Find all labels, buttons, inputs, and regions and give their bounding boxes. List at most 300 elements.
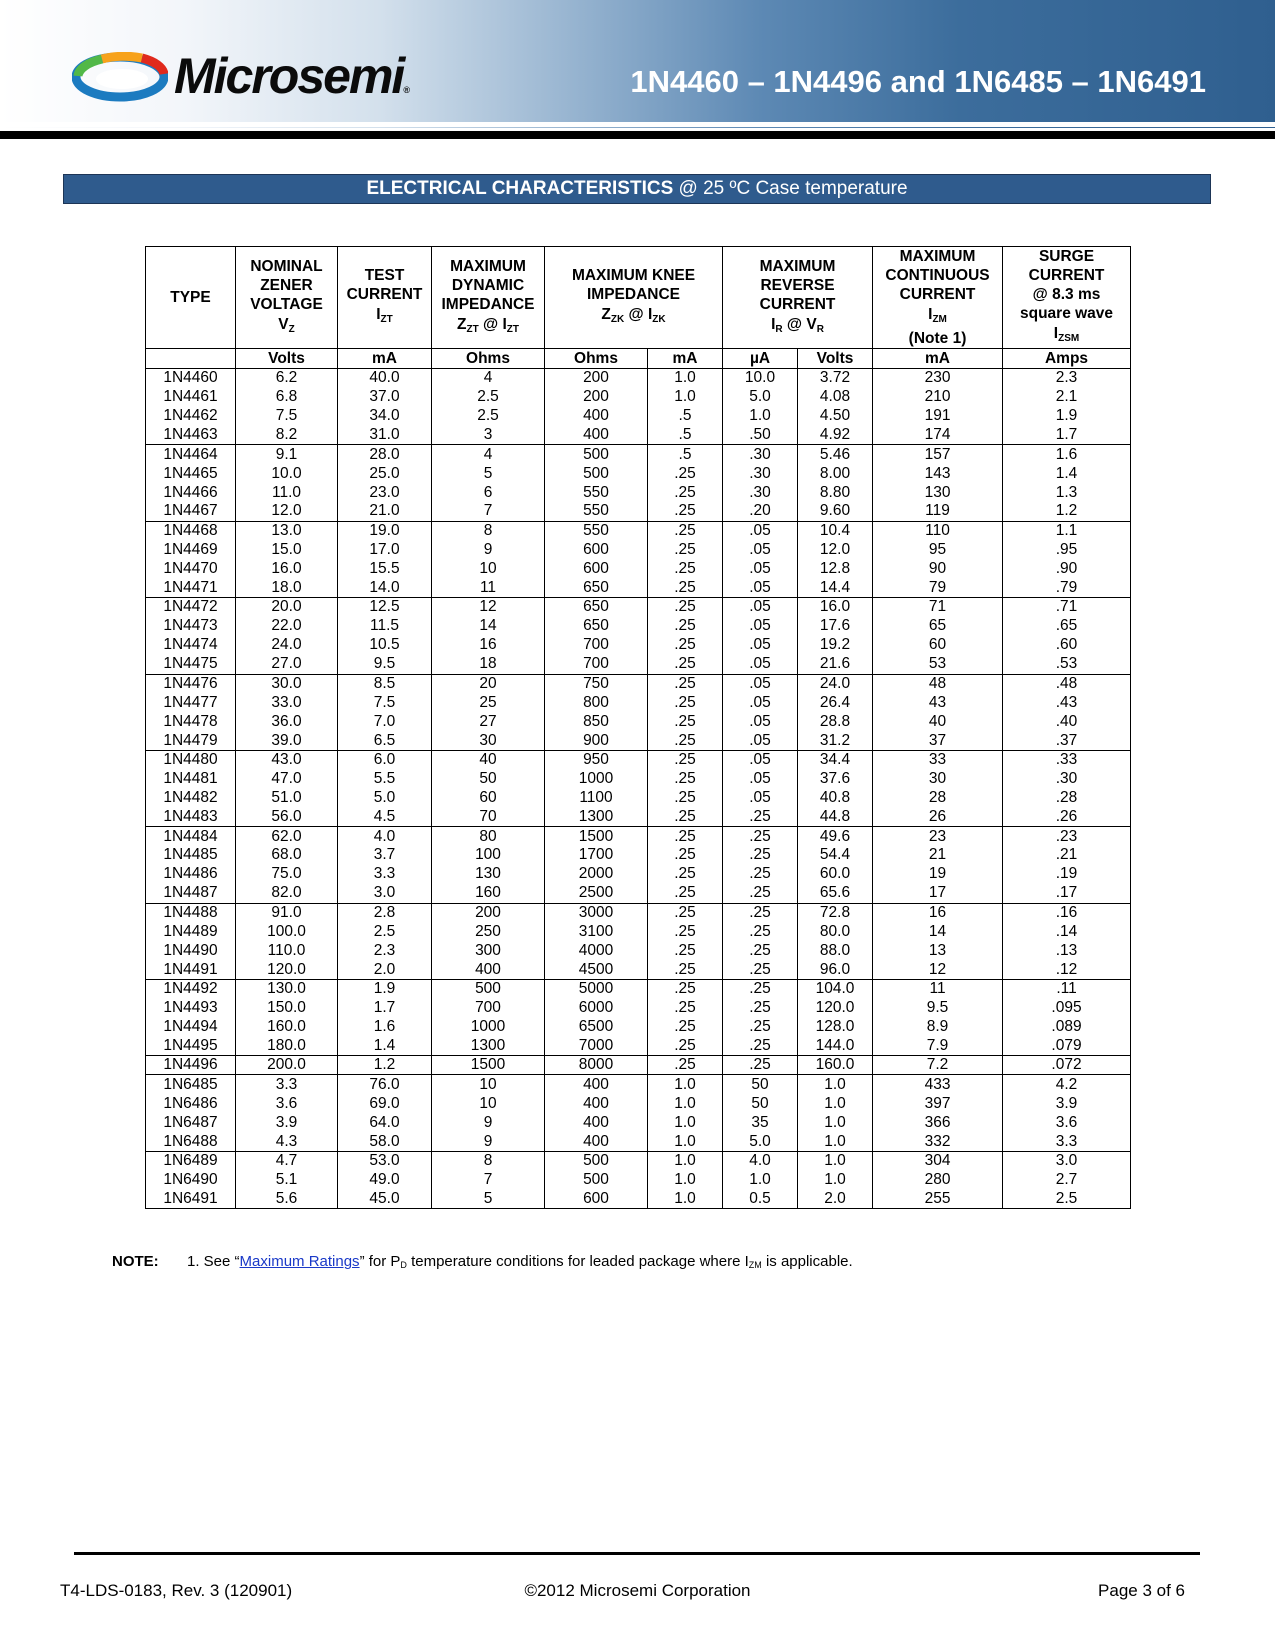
cell-surge-current: .43	[1003, 693, 1131, 712]
cell-continuous-current: 110	[873, 521, 1003, 540]
cell-knee-impedance: 1100	[545, 789, 648, 808]
cell-test-current: 4.0	[338, 827, 432, 846]
cell-type: 1N6491	[146, 1190, 236, 1209]
cell-dynamic-impedance: 400	[432, 960, 545, 979]
cell-reverse-voltage: 34.4	[798, 750, 873, 769]
cell-knee-current: .25	[648, 464, 723, 483]
cell-nominal-voltage: 22.0	[236, 617, 338, 636]
cell-type: 1N4493	[146, 999, 236, 1018]
cell-test-current: 15.5	[338, 559, 432, 578]
cell-continuous-current: 71	[873, 598, 1003, 617]
cell-test-current: 1.7	[338, 999, 432, 1018]
unit-cell: Ohms	[432, 349, 545, 369]
cell-type: 1N4468	[146, 521, 236, 540]
cell-reverse-voltage: 72.8	[798, 903, 873, 922]
cell-type: 1N4488	[146, 903, 236, 922]
cell-nominal-voltage: 68.0	[236, 846, 338, 865]
cell-nominal-voltage: 62.0	[236, 827, 338, 846]
cell-continuous-current: 26	[873, 808, 1003, 827]
cell-knee-impedance: 400	[545, 1094, 648, 1113]
cell-continuous-current: 11	[873, 980, 1003, 999]
cell-dynamic-impedance: 700	[432, 999, 545, 1018]
cell-continuous-current: 33	[873, 750, 1003, 769]
cell-continuous-current: 28	[873, 789, 1003, 808]
cell-knee-current: .25	[648, 1037, 723, 1056]
cell-surge-current: .53	[1003, 655, 1131, 674]
cell-knee-current: .5	[648, 426, 723, 445]
cell-test-current: 64.0	[338, 1113, 432, 1132]
cell-surge-current: 2.1	[1003, 388, 1131, 407]
cell-surge-current: .26	[1003, 808, 1131, 827]
cell-type: 1N4469	[146, 540, 236, 559]
cell-knee-impedance: 550	[545, 483, 648, 502]
cell-reverse-current: .25	[723, 827, 798, 846]
unit-cell: mA	[338, 349, 432, 369]
cell-surge-current: .95	[1003, 540, 1131, 559]
cell-nominal-voltage: 3.3	[236, 1075, 338, 1094]
col-header-max-continuous-current: MAXIMUM CONTINUOUS CURRENT $I_{ZM}$ (Note 1)	[873, 247, 1003, 349]
cell-continuous-current: 143	[873, 464, 1003, 483]
cell-knee-impedance: 6500	[545, 1018, 648, 1037]
table-row	[146, 1170, 1131, 1189]
cell-reverse-current: .25	[723, 884, 798, 903]
cell-type: 1N6487	[146, 1113, 236, 1132]
maximum-ratings-link[interactable]: Maximum Ratings	[239, 1253, 360, 1270]
cell-continuous-current: 19	[873, 865, 1003, 884]
cell-type: 1N4478	[146, 712, 236, 731]
cell-nominal-voltage: 4.3	[236, 1132, 338, 1151]
cell-knee-impedance: 900	[545, 731, 648, 750]
cell-continuous-current: 397	[873, 1094, 1003, 1113]
cell-surge-current: .13	[1003, 941, 1131, 960]
cell-test-current: 9.5	[338, 655, 432, 674]
cell-dynamic-impedance: 3	[432, 426, 545, 445]
cell-knee-current: 1.0	[648, 1151, 723, 1170]
cell-surge-current: 1.3	[1003, 483, 1131, 502]
cell-continuous-current: 43	[873, 693, 1003, 712]
cell-surge-current: 2.5	[1003, 1190, 1131, 1209]
cell-reverse-current: .05	[723, 636, 798, 655]
table-row	[146, 445, 1131, 464]
cell-reverse-current: .05	[723, 559, 798, 578]
cell-reverse-voltage: 37.6	[798, 769, 873, 788]
cell-surge-current: .17	[1003, 884, 1131, 903]
cell-knee-impedance: 550	[545, 502, 648, 521]
cell-test-current: 34.0	[338, 407, 432, 426]
cell-type: 1N4462	[146, 407, 236, 426]
cell-type: 1N4473	[146, 617, 236, 636]
col-header-test-current: TEST CURRENT $I_{ZT}$	[338, 247, 432, 349]
cell-reverse-voltage: 120.0	[798, 999, 873, 1018]
cell-dynamic-impedance: 10	[432, 1094, 545, 1113]
cell-type: 1N4475	[146, 655, 236, 674]
cell-knee-current: .25	[648, 865, 723, 884]
cell-reverse-voltage: 2.0	[798, 1190, 873, 1209]
cell-type: 1N4474	[146, 636, 236, 655]
cell-reverse-current: .05	[723, 712, 798, 731]
cell-dynamic-impedance: 18	[432, 655, 545, 674]
table-row	[146, 674, 1131, 693]
cell-knee-current: .25	[648, 598, 723, 617]
cell-nominal-voltage: 30.0	[236, 674, 338, 693]
cell-test-current: 58.0	[338, 1132, 432, 1151]
cell-surge-current: .16	[1003, 903, 1131, 922]
cell-test-current: 14.0	[338, 579, 432, 598]
cell-knee-current: 1.0	[648, 1190, 723, 1209]
cell-reverse-current: 1.0	[723, 407, 798, 426]
cell-knee-impedance: 500	[545, 464, 648, 483]
header-divider	[0, 122, 1275, 127]
cell-surge-current: .33	[1003, 750, 1131, 769]
microsemi-logo	[72, 50, 432, 108]
cell-surge-current: 1.1	[1003, 521, 1131, 540]
cell-continuous-current: 14	[873, 922, 1003, 941]
unit-cell: Volts	[236, 349, 338, 369]
cell-knee-current: .25	[648, 521, 723, 540]
table-row	[146, 1151, 1131, 1170]
cell-surge-current: .072	[1003, 1056, 1131, 1075]
table-row	[146, 846, 1131, 865]
cell-nominal-voltage: 4.7	[236, 1151, 338, 1170]
cell-dynamic-impedance: 9	[432, 540, 545, 559]
cell-type: 1N6490	[146, 1170, 236, 1189]
cell-test-current: 5.0	[338, 789, 432, 808]
cell-type: 1N4466	[146, 483, 236, 502]
cell-dynamic-impedance: 60	[432, 789, 545, 808]
table-row	[146, 1190, 1131, 1209]
cell-type: 1N4494	[146, 1018, 236, 1037]
cell-test-current: 10.5	[338, 636, 432, 655]
cell-knee-impedance: 700	[545, 655, 648, 674]
cell-nominal-voltage: 16.0	[236, 559, 338, 578]
cell-reverse-current: .05	[723, 789, 798, 808]
cell-nominal-voltage: 56.0	[236, 808, 338, 827]
cell-surge-current: 3.3	[1003, 1132, 1131, 1151]
cell-reverse-current: .05	[723, 655, 798, 674]
cell-reverse-voltage: 4.50	[798, 407, 873, 426]
cell-nominal-voltage: 9.1	[236, 445, 338, 464]
table-row	[146, 502, 1131, 521]
cell-nominal-voltage: 11.0	[236, 483, 338, 502]
cell-reverse-voltage: 49.6	[798, 827, 873, 846]
cell-reverse-voltage: 40.8	[798, 789, 873, 808]
cell-surge-current: 3.9	[1003, 1094, 1131, 1113]
cell-knee-current: .5	[648, 407, 723, 426]
cell-knee-impedance: 650	[545, 617, 648, 636]
cell-continuous-current: 433	[873, 1075, 1003, 1094]
cell-reverse-current: .05	[723, 521, 798, 540]
cell-nominal-voltage: 7.5	[236, 407, 338, 426]
cell-nominal-voltage: 150.0	[236, 999, 338, 1018]
cell-test-current: 8.5	[338, 674, 432, 693]
cell-knee-impedance: 5000	[545, 980, 648, 999]
cell-dynamic-impedance: 10	[432, 1075, 545, 1094]
cell-knee-impedance: 400	[545, 426, 648, 445]
cell-continuous-current: 366	[873, 1113, 1003, 1132]
cell-test-current: 21.0	[338, 502, 432, 521]
cell-test-current: 76.0	[338, 1075, 432, 1094]
cell-reverse-voltage: 144.0	[798, 1037, 873, 1056]
table-row	[146, 808, 1131, 827]
cell-reverse-voltage: 21.6	[798, 655, 873, 674]
table-row	[146, 884, 1131, 903]
table-row	[146, 693, 1131, 712]
cell-test-current: 3.0	[338, 884, 432, 903]
cell-type: 1N4487	[146, 884, 236, 903]
cell-dynamic-impedance: 10	[432, 559, 545, 578]
cell-surge-current: .79	[1003, 579, 1131, 598]
cell-test-current: 40.0	[338, 369, 432, 388]
cell-knee-current: .25	[648, 789, 723, 808]
cell-continuous-current: 90	[873, 559, 1003, 578]
cell-test-current: 4.5	[338, 808, 432, 827]
cell-surge-current: .089	[1003, 1018, 1131, 1037]
cell-dynamic-impedance: 9	[432, 1132, 545, 1151]
unit-cell-blank	[146, 349, 236, 369]
cell-surge-current: 1.6	[1003, 445, 1131, 464]
cell-knee-impedance: 500	[545, 1151, 648, 1170]
cell-continuous-current: 119	[873, 502, 1003, 521]
cell-type: 1N4495	[146, 1037, 236, 1056]
cell-knee-impedance: 400	[545, 407, 648, 426]
cell-knee-impedance: 2500	[545, 884, 648, 903]
cell-dynamic-impedance: 14	[432, 617, 545, 636]
cell-knee-current: .25	[648, 922, 723, 941]
cell-reverse-voltage: 44.8	[798, 808, 873, 827]
cell-dynamic-impedance: 4	[432, 369, 545, 388]
cell-test-current: 3.3	[338, 865, 432, 884]
note-label: NOTE:	[112, 1253, 159, 1270]
cell-test-current: 12.5	[338, 598, 432, 617]
cell-dynamic-impedance: 1500	[432, 1056, 545, 1075]
table-row	[146, 636, 1131, 655]
cell-knee-impedance: 1700	[545, 846, 648, 865]
cell-nominal-voltage: 47.0	[236, 769, 338, 788]
table-header-row	[146, 247, 1131, 349]
cell-reverse-voltage: 12.0	[798, 540, 873, 559]
cell-nominal-voltage: 15.0	[236, 540, 338, 559]
table-row	[146, 521, 1131, 540]
cell-knee-current: .25	[648, 1056, 723, 1075]
cell-test-current: 6.0	[338, 750, 432, 769]
cell-continuous-current: 12	[873, 960, 1003, 979]
table-row	[146, 369, 1131, 388]
cell-reverse-voltage: 104.0	[798, 980, 873, 999]
cell-surge-current: .21	[1003, 846, 1131, 865]
cell-test-current: 2.0	[338, 960, 432, 979]
table-row	[146, 655, 1131, 674]
cell-type: 1N4483	[146, 808, 236, 827]
cell-knee-impedance: 600	[545, 1190, 648, 1209]
unit-cell: mA	[873, 349, 1003, 369]
cell-test-current: 2.8	[338, 903, 432, 922]
table-row	[146, 769, 1131, 788]
cell-reverse-current: .05	[723, 579, 798, 598]
cell-reverse-current: .05	[723, 693, 798, 712]
cell-nominal-voltage: 6.8	[236, 388, 338, 407]
cell-knee-impedance: 550	[545, 521, 648, 540]
cell-test-current: 23.0	[338, 483, 432, 502]
col-header-max-reverse-current: MAXIMUM REVERSE CURRENT $I_R$ @ $V_R$	[723, 247, 873, 349]
cell-knee-current: .25	[648, 731, 723, 750]
cell-reverse-current: .25	[723, 1056, 798, 1075]
cell-knee-impedance: 950	[545, 750, 648, 769]
cell-reverse-voltage: 24.0	[798, 674, 873, 693]
cell-reverse-current: .25	[723, 999, 798, 1018]
cell-dynamic-impedance: 8	[432, 1151, 545, 1170]
cell-test-current: 25.0	[338, 464, 432, 483]
cell-reverse-voltage: 60.0	[798, 865, 873, 884]
unit-cell: Volts	[798, 349, 873, 369]
footer-document-id: T4-LDS-0183, Rev. 3 (120901)	[60, 1581, 293, 1600]
cell-reverse-current: .20	[723, 502, 798, 521]
cell-reverse-current: .25	[723, 960, 798, 979]
cell-nominal-voltage: 160.0	[236, 1018, 338, 1037]
cell-continuous-current: 174	[873, 426, 1003, 445]
cell-reverse-voltage: 1.0	[798, 1170, 873, 1189]
table-row	[146, 1075, 1131, 1094]
cell-dynamic-impedance: 20	[432, 674, 545, 693]
table-row	[146, 617, 1131, 636]
cell-knee-impedance: 3000	[545, 903, 648, 922]
col-header-max-dynamic-impedance: MAXIMUM DYNAMIC IMPEDANCE $Z_{ZT}$ @ $I_{ZT}$	[432, 247, 545, 349]
cell-knee-impedance: 4000	[545, 941, 648, 960]
cell-dynamic-impedance: 4	[432, 445, 545, 464]
cell-knee-impedance: 1000	[545, 769, 648, 788]
cell-knee-impedance: 1500	[545, 827, 648, 846]
logo-wordmark: Microsemi®	[174, 48, 410, 104]
header-rule	[0, 131, 1275, 139]
cell-reverse-current: .05	[723, 540, 798, 559]
cell-knee-impedance: 750	[545, 674, 648, 693]
cell-surge-current: 4.2	[1003, 1075, 1131, 1094]
cell-knee-current: .25	[648, 617, 723, 636]
cell-type: 1N4489	[146, 922, 236, 941]
cell-continuous-current: 95	[873, 540, 1003, 559]
cell-nominal-voltage: 200.0	[236, 1056, 338, 1075]
cell-reverse-current: .25	[723, 846, 798, 865]
cell-surge-current: .19	[1003, 865, 1131, 884]
table-row	[146, 922, 1131, 941]
cell-continuous-current: 230	[873, 369, 1003, 388]
cell-type: 1N4482	[146, 789, 236, 808]
cell-knee-impedance: 7000	[545, 1037, 648, 1056]
cell-reverse-current: .05	[723, 769, 798, 788]
table-row	[146, 941, 1131, 960]
cell-continuous-current: 48	[873, 674, 1003, 693]
cell-knee-current: .25	[648, 980, 723, 999]
cell-continuous-current: 7.9	[873, 1037, 1003, 1056]
cell-nominal-voltage: 180.0	[236, 1037, 338, 1056]
col-header-max-knee-impedance: MAXIMUM KNEE IMPEDANCE $Z_{ZK}$ @ $I_{ZK}$	[545, 247, 723, 349]
cell-continuous-current: 157	[873, 445, 1003, 464]
cell-type: 1N4460	[146, 369, 236, 388]
cell-surge-current: 2.3	[1003, 369, 1131, 388]
cell-type: 1N4461	[146, 388, 236, 407]
cell-nominal-voltage: 130.0	[236, 980, 338, 999]
cell-type: 1N4477	[146, 693, 236, 712]
cell-nominal-voltage: 8.2	[236, 426, 338, 445]
cell-reverse-voltage: 12.8	[798, 559, 873, 578]
cell-knee-current: .25	[648, 903, 723, 922]
cell-reverse-voltage: 160.0	[798, 1056, 873, 1075]
cell-knee-current: .25	[648, 941, 723, 960]
cell-type: 1N4463	[146, 426, 236, 445]
cell-type: 1N6488	[146, 1132, 236, 1151]
cell-reverse-voltage: 1.0	[798, 1094, 873, 1113]
cell-dynamic-impedance: 2.5	[432, 407, 545, 426]
cell-reverse-current: 5.0	[723, 388, 798, 407]
cell-nominal-voltage: 24.0	[236, 636, 338, 655]
cell-continuous-current: 17	[873, 884, 1003, 903]
cell-nominal-voltage: 18.0	[236, 579, 338, 598]
table-row	[146, 598, 1131, 617]
cell-surge-current: .90	[1003, 559, 1131, 578]
cell-knee-impedance: 800	[545, 693, 648, 712]
cell-knee-impedance: 6000	[545, 999, 648, 1018]
cell-surge-current: .23	[1003, 827, 1131, 846]
col-header-nominal-zener-voltage: NOMINAL ZENER VOLTAGE $V_Z$	[236, 247, 338, 349]
cell-nominal-voltage: 12.0	[236, 502, 338, 521]
cell-reverse-current: .05	[723, 750, 798, 769]
cell-knee-impedance: 8000	[545, 1056, 648, 1075]
unit-cell: Ohms	[545, 349, 648, 369]
cell-nominal-voltage: 91.0	[236, 903, 338, 922]
microsemi-swirl-icon	[72, 52, 168, 102]
cell-nominal-voltage: 5.1	[236, 1170, 338, 1189]
cell-dynamic-impedance: 50	[432, 769, 545, 788]
cell-test-current: 1.2	[338, 1056, 432, 1075]
cell-reverse-current: 50	[723, 1075, 798, 1094]
cell-reverse-current: .25	[723, 1037, 798, 1056]
cell-nominal-voltage: 51.0	[236, 789, 338, 808]
cell-nominal-voltage: 13.0	[236, 521, 338, 540]
cell-type: 1N4476	[146, 674, 236, 693]
table-row	[146, 559, 1131, 578]
table-row	[146, 388, 1131, 407]
cell-knee-current: 1.0	[648, 1094, 723, 1113]
cell-nominal-voltage: 36.0	[236, 712, 338, 731]
cell-reverse-current: .05	[723, 674, 798, 693]
cell-reverse-voltage: 96.0	[798, 960, 873, 979]
cell-dynamic-impedance: 40	[432, 750, 545, 769]
cell-dynamic-impedance: 2.5	[432, 388, 545, 407]
cell-reverse-current: .25	[723, 808, 798, 827]
cell-dynamic-impedance: 300	[432, 941, 545, 960]
table-row	[146, 999, 1131, 1018]
cell-dynamic-impedance: 80	[432, 827, 545, 846]
cell-knee-impedance: 650	[545, 598, 648, 617]
cell-surge-current: .14	[1003, 922, 1131, 941]
cell-continuous-current: 280	[873, 1170, 1003, 1189]
cell-nominal-voltage: 39.0	[236, 731, 338, 750]
cell-knee-current: .25	[648, 559, 723, 578]
cell-nominal-voltage: 3.6	[236, 1094, 338, 1113]
cell-knee-current: .25	[648, 750, 723, 769]
cell-test-current: 53.0	[338, 1151, 432, 1170]
cell-reverse-voltage: 8.00	[798, 464, 873, 483]
section-title-rest: @ 25 ºC Case temperature	[673, 178, 908, 199]
cell-reverse-current: .30	[723, 464, 798, 483]
cell-surge-current: .40	[1003, 712, 1131, 731]
cell-continuous-current: 332	[873, 1132, 1003, 1151]
cell-reverse-voltage: 1.0	[798, 1132, 873, 1151]
table-row	[146, 1018, 1131, 1037]
cell-nominal-voltage: 6.2	[236, 369, 338, 388]
cell-reverse-voltage: 1.0	[798, 1075, 873, 1094]
table-row	[146, 960, 1131, 979]
cell-test-current: 1.9	[338, 980, 432, 999]
